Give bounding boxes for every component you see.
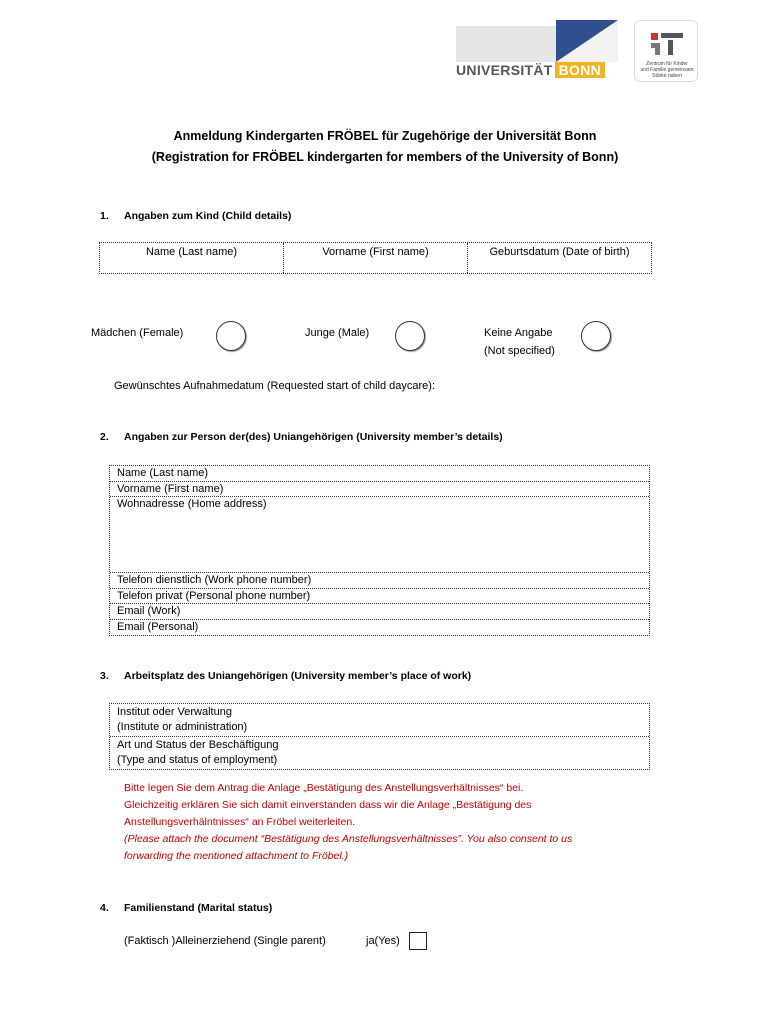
yes-label: ja(Yes): [366, 935, 400, 947]
member-last-name-field[interactable]: Name (Last name): [110, 466, 649, 482]
froebel-caption-3: Stärke haben: [652, 73, 682, 79]
section-3-title: Arbeitsplatz des Uniangehörigen (University member’s place of work): [124, 670, 472, 682]
notice-de-line2: Gleichzeitig erklären Sie sich damit einverstanden dass wir die Anlage „Bestätigung des: [124, 799, 532, 811]
notice-de-line3: Anstellungsverhälntnisses“ an Fröbel weiterleiten.: [124, 816, 356, 828]
institute-field[interactable]: [110, 704, 649, 737]
page-title: Anmeldung Kindergarten FRÖBEL für Zugehörige der Universität Bonn: [173, 129, 597, 143]
attachment-notice: [124, 780, 684, 865]
froebel-caption-1: Zentrum für Kinder: [646, 61, 688, 67]
logo-word-bonn: BONN: [555, 62, 605, 78]
single-parent-label: (Faktisch )Alleinerziehend (Single parent): [124, 935, 326, 947]
member-work-email-field[interactable]: Email (Work): [110, 604, 649, 620]
member-details-table: [109, 465, 650, 636]
section-3-heading: [100, 670, 471, 682]
member-personal-email-field[interactable]: Email (Personal): [117, 620, 199, 633]
not-specified-label-line2: (Not specified): [484, 345, 555, 357]
female-radio[interactable]: [216, 321, 246, 351]
section-4-title: Familienstand (Marital status): [124, 902, 273, 914]
froebel-logo: [634, 20, 698, 82]
not-specified-radio[interactable]: [581, 321, 611, 351]
section-4-number: 4.: [100, 902, 109, 914]
section-2-heading: [100, 431, 503, 443]
member-first-name-field[interactable]: Vorname (First name): [110, 482, 649, 498]
institute-label-line1: Institut oder Verwaltung: [117, 706, 232, 718]
employment-label-line1: Art und Status der Beschäftigung: [117, 739, 279, 751]
requested-start-label: Gewünschtes Aufnahmedatum (Requested start of child daycare):: [114, 380, 436, 392]
section-1-number: 1.: [100, 210, 109, 222]
child-first-name-field[interactable]: Vorname (First name): [284, 243, 468, 273]
notice-en-line2: forwarding the mentioned attachment to Fröbel.): [124, 850, 349, 862]
male-radio[interactable]: [395, 321, 425, 351]
workplace-table: [109, 703, 650, 770]
female-label: Mädchen (Female): [91, 327, 184, 339]
child-birthdate-field[interactable]: Geburtsdatum (Date of birth): [489, 246, 630, 258]
not-specified-label-line1: Keine Angabe: [484, 327, 553, 339]
froebel-mark-icon: [649, 31, 685, 57]
section-1-title: Angaben zum Kind (Child details): [124, 210, 292, 222]
employment-status-field[interactable]: [110, 737, 649, 769]
notice-de-line1: Bitte legen Sie dem Antrag die Anlage „Bestätigung des Anstellungsverhältnisses“ bei.: [124, 782, 524, 794]
child-last-name-field[interactable]: Name (Last name): [100, 243, 284, 273]
notice-en-line1: (Please attach the document “Bestätigung des Anstellungsverhältnisses”. You also consent to us: [124, 833, 573, 845]
employment-label-line2: (Type and status of employment): [117, 754, 278, 766]
institute-label-line2: (Institute or administration): [117, 721, 248, 733]
male-label: Junge (Male): [305, 327, 370, 339]
member-work-phone-field[interactable]: Telefon dienstlich (Work phone number): [110, 573, 649, 589]
section-3-number: 3.: [100, 670, 109, 682]
single-parent-yes-checkbox[interactable]: [409, 932, 427, 950]
froebel-caption-2: und Familie gemeinsam: [640, 67, 694, 73]
section-1-heading: [100, 210, 291, 222]
page-subtitle: (Registration for FRÖBEL kindergarten for members of the University of Bonn): [151, 150, 619, 164]
section-4-heading: [100, 902, 272, 914]
member-private-phone-field[interactable]: Telefon privat (Personal phone number): [110, 589, 649, 605]
section-2-title: Angaben zur Person der(des) Uniangehörigen (University member’s details): [124, 431, 503, 443]
logo-word-universitaet: UNIVERSITÄT: [456, 62, 553, 78]
university-bonn-logo: [456, 20, 618, 80]
member-home-address-field[interactable]: Wohnadresse (Home address): [110, 497, 649, 573]
child-details-table: [99, 242, 652, 274]
section-2-number: 2.: [100, 431, 109, 443]
